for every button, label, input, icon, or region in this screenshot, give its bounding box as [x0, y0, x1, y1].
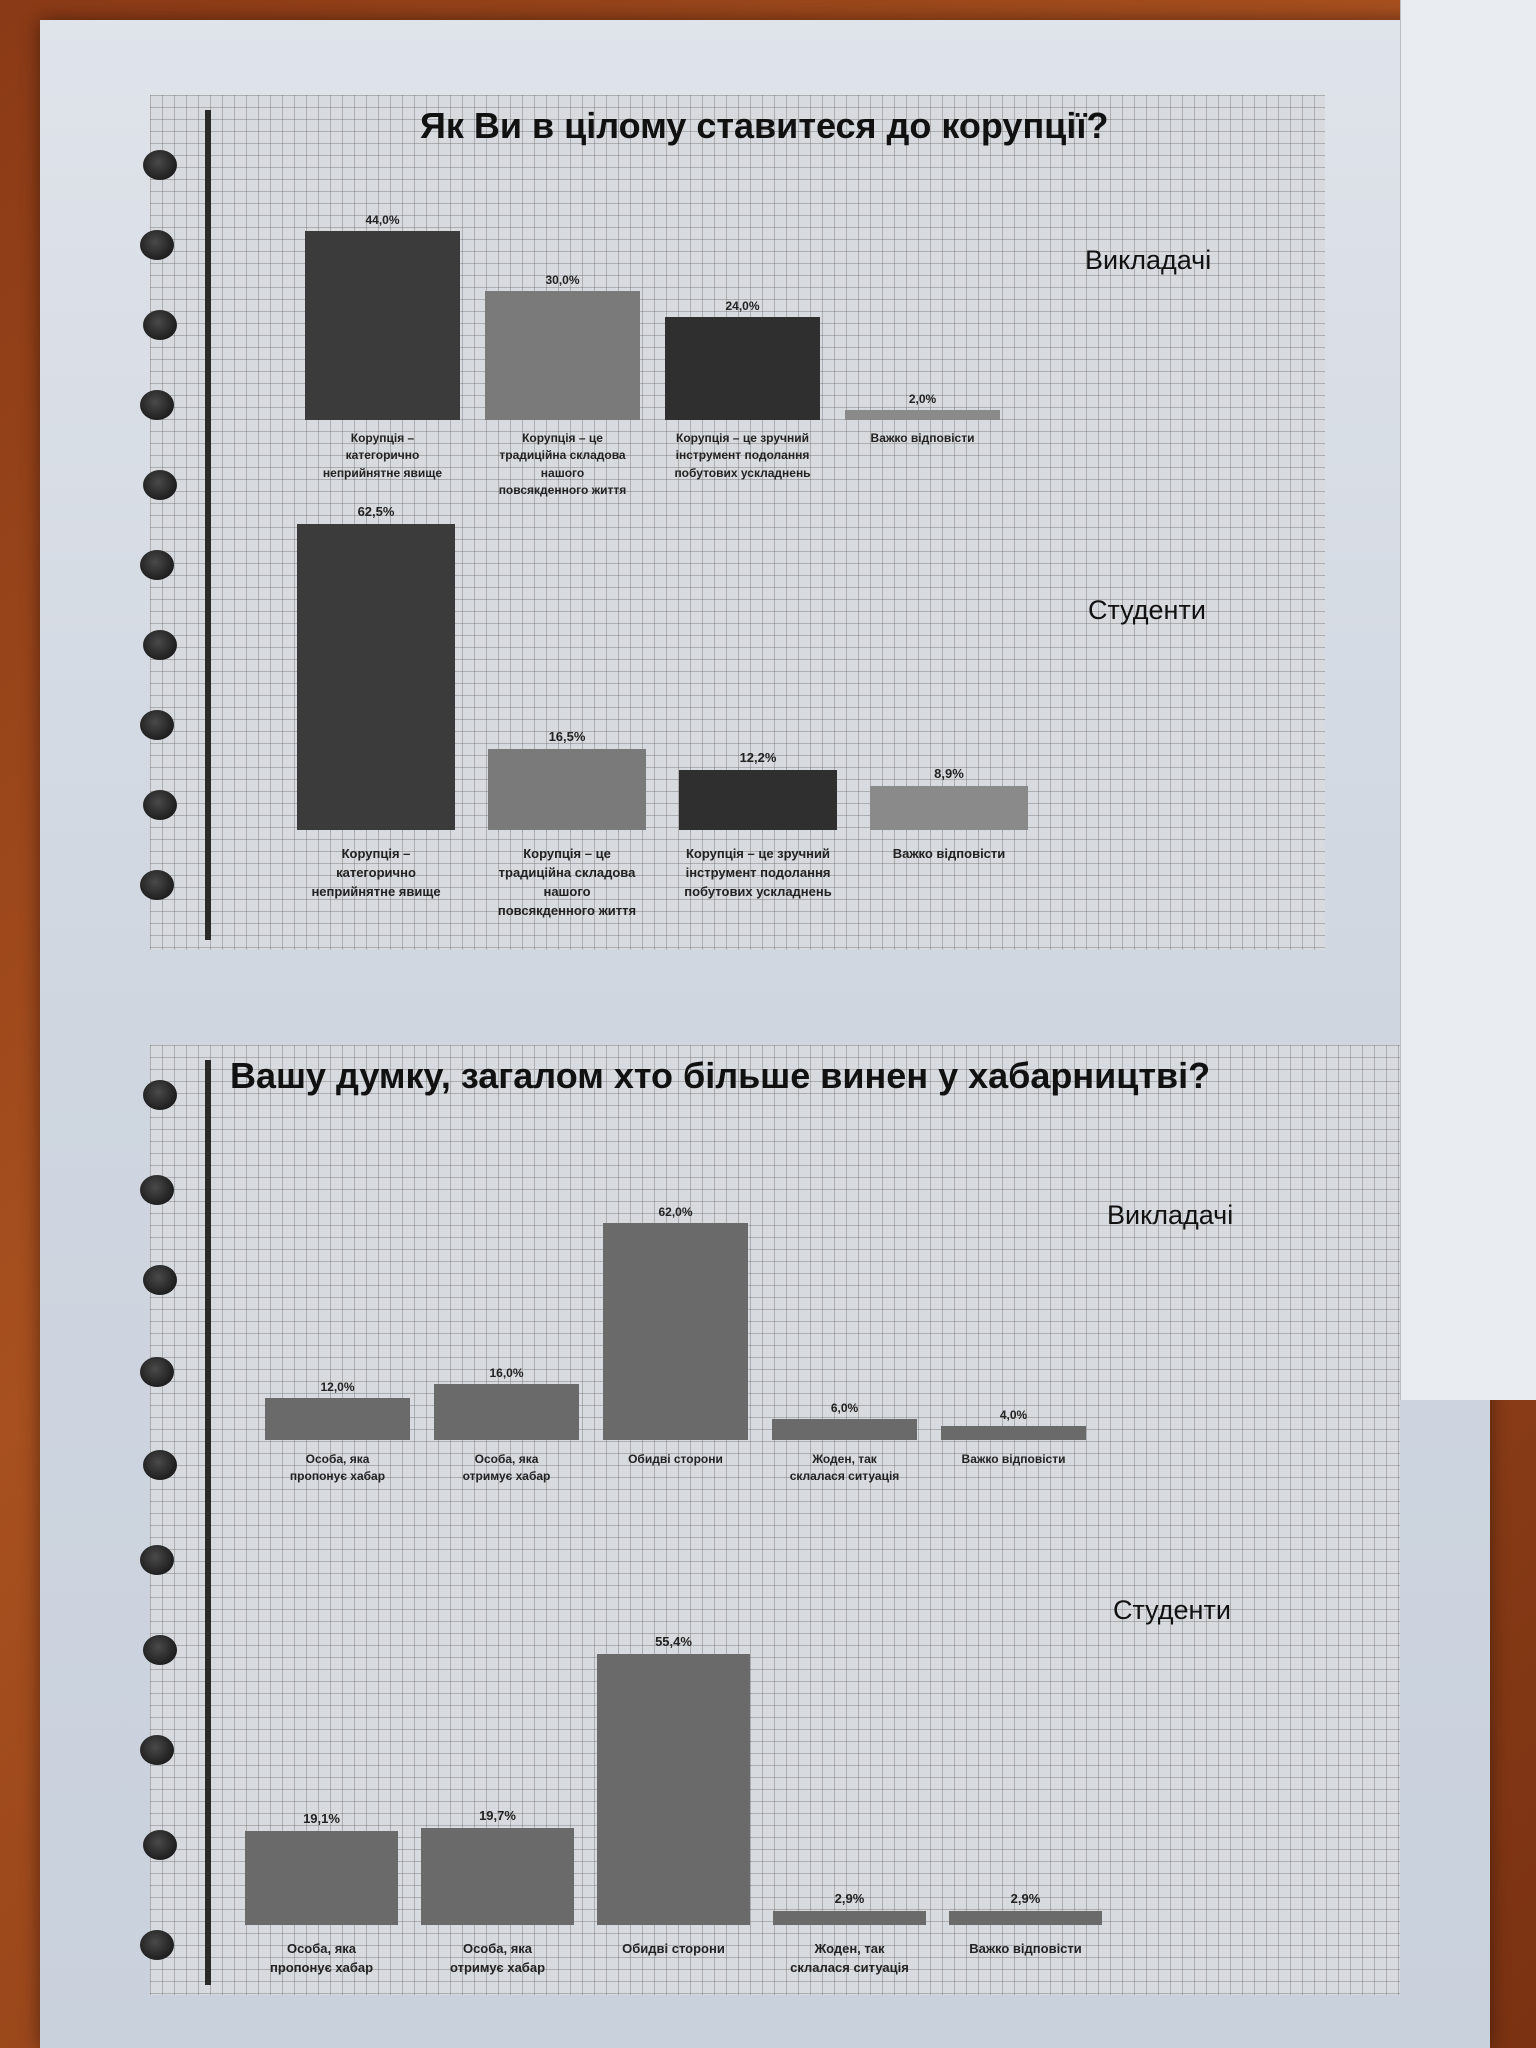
- binder-hole: [140, 710, 174, 740]
- back-page-edge: [1400, 0, 1536, 1400]
- data-label: 19,1%: [303, 1811, 340, 1827]
- bar-teachers-4: [941, 1426, 1086, 1440]
- bar-students-3: [870, 786, 1028, 830]
- data-label: 19,7%: [479, 1808, 516, 1824]
- binder-hole: [140, 1930, 174, 1960]
- bar-students-1: [488, 749, 646, 830]
- data-label: 55,4%: [655, 1633, 692, 1649]
- category-label: Корупція – це традиційна складова нашого повсякденного життя: [498, 431, 627, 498]
- data-label: 44,0%: [365, 212, 400, 227]
- category-label: Обидві сторони: [628, 1452, 723, 1466]
- category-label: Корупція – це традиційна складова нашого повсякденного життя: [497, 846, 637, 918]
- bar-students-0: [297, 524, 455, 830]
- binder-hole: [140, 1357, 174, 1387]
- bar-teachers-1: [434, 1384, 579, 1440]
- group-label-teachers: Викладачі: [1085, 245, 1212, 275]
- binder-spine: [205, 110, 211, 940]
- data-label: 30,0%: [545, 273, 580, 287]
- binder-hole: [140, 1735, 174, 1765]
- binder-hole: [143, 1635, 177, 1665]
- chart-title: Як Ви в цілому ставитеся до корупції?: [420, 105, 1109, 146]
- category-label: Важко відповісти: [892, 846, 1006, 861]
- binder-hole: [140, 1545, 174, 1575]
- bar-students-0: [245, 1831, 398, 1925]
- category-label: Важко відповісти: [961, 1452, 1066, 1466]
- data-label: 2,9%: [834, 1890, 865, 1906]
- category-label: Жоден, так склалася ситуація: [789, 1452, 900, 1484]
- binder-spine: [205, 1060, 211, 1985]
- category-label: Важко відповісти: [969, 1941, 1082, 1956]
- bar-teachers-0: [305, 231, 460, 420]
- binder-hole: [143, 1450, 177, 1480]
- category-label: Корупція – категорично неприйнятне явище: [322, 431, 443, 480]
- group-label-teachers: Викладачі: [1107, 1200, 1234, 1230]
- category-label: Обидві сторони: [622, 1941, 725, 1956]
- chart-panel-corruption-attitude: [150, 95, 1325, 950]
- category-label: Особа, яка отримує хабар: [462, 1452, 551, 1484]
- category-label: Особа, яка отримує хабар: [449, 1941, 546, 1975]
- binder-hole: [143, 630, 177, 660]
- group-label-students: Студенти: [1088, 595, 1206, 625]
- bar-students-3: [773, 1911, 926, 1925]
- data-label: 12,0%: [320, 1380, 355, 1394]
- bar-teachers-0: [265, 1398, 410, 1440]
- data-label: 6,0%: [830, 1401, 859, 1415]
- binder-hole: [140, 870, 174, 900]
- data-label: 2,9%: [1010, 1890, 1041, 1906]
- bar-students-2: [679, 770, 837, 830]
- category-label: Жоден, так склалася ситуація: [790, 1941, 909, 1975]
- binder-hole: [140, 390, 174, 420]
- chart-title: Вашу думку, загалом хто більше винен у хабарництві?: [230, 1055, 1211, 1096]
- category-label: Особа, яка пропонує хабар: [289, 1452, 386, 1484]
- category-label: Особа, яка пропонує хабар: [269, 1941, 374, 1975]
- binder-hole: [143, 150, 177, 180]
- bar-students-2: [597, 1654, 750, 1925]
- chart-panel-bribery-blame: [150, 1045, 1400, 1995]
- binder-hole: [143, 1265, 177, 1295]
- category-label: Корупція – категорично неприйнятне явище: [311, 846, 441, 899]
- data-label: 16,0%: [489, 1366, 524, 1380]
- data-label: 16,5%: [548, 729, 586, 745]
- bar-students-1: [421, 1828, 574, 1925]
- bar-teachers-1: [485, 291, 640, 420]
- binder-hole: [140, 550, 174, 580]
- binder-hole: [143, 1830, 177, 1860]
- binder-hole: [143, 790, 177, 820]
- data-label: 2,0%: [908, 392, 937, 406]
- data-label: 8,9%: [934, 766, 964, 782]
- data-label: 24,0%: [725, 298, 760, 313]
- bar-teachers-2: [603, 1223, 748, 1440]
- binder-hole: [143, 1080, 177, 1110]
- data-label: 62,0%: [658, 1205, 693, 1219]
- group-label-students: Студенти: [1113, 1595, 1231, 1625]
- bar-students-4: [949, 1911, 1102, 1925]
- bar-teachers-3: [772, 1419, 917, 1440]
- binder-hole: [143, 470, 177, 500]
- data-label: 62,5%: [357, 503, 395, 519]
- binder-hole: [140, 1175, 174, 1205]
- category-label: Корупція – це зручний інструмент подолання побутових ускладнень: [684, 846, 832, 899]
- bar-teachers-2: [665, 317, 820, 420]
- bar-teachers-3: [845, 410, 1000, 420]
- category-label: Корупція – це зручний інструмент подолання побутових ускладнень: [674, 431, 811, 480]
- data-label: 4,0%: [999, 1408, 1028, 1422]
- data-label: 12,2%: [739, 750, 777, 766]
- category-label: Важко відповісти: [870, 431, 975, 445]
- binder-hole: [143, 310, 177, 340]
- binder-hole: [140, 230, 174, 260]
